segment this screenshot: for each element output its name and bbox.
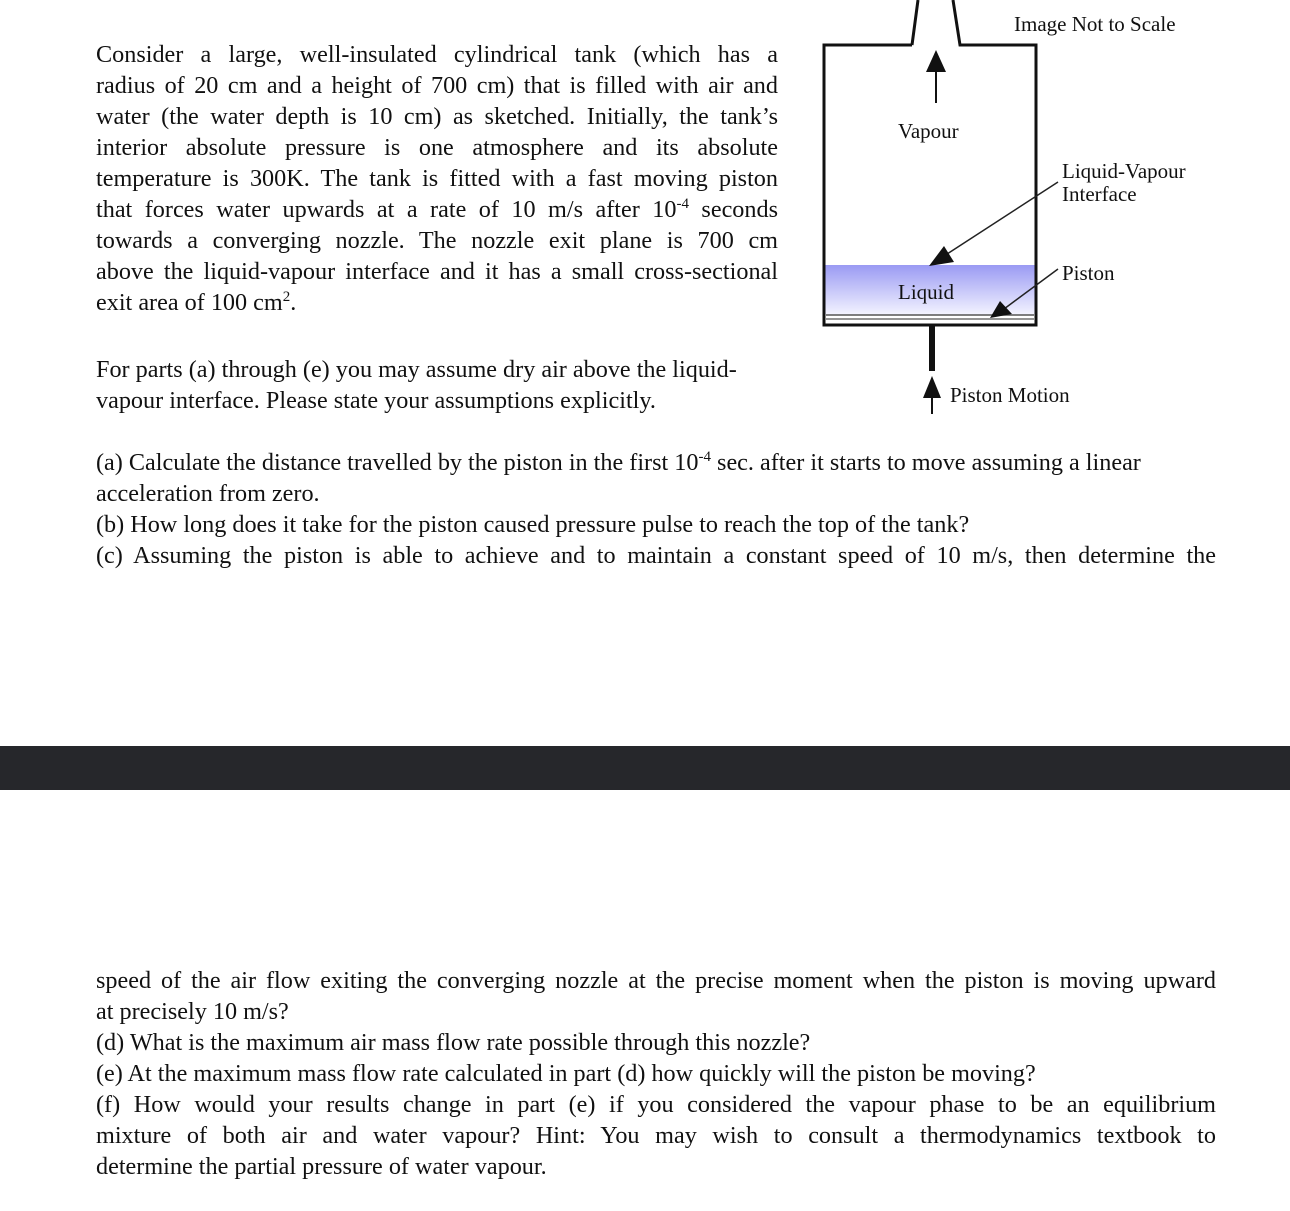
interface-label: Liquid-Vapour xyxy=(1062,159,1186,183)
questions-part-2 xyxy=(96,965,1216,1182)
question-c-line: at precisely 10 m/s? xyxy=(96,998,289,1025)
liquid-label: Liquid xyxy=(898,280,954,304)
intro-line: interior absolute pressure is one atmosphere and its absolute xyxy=(96,134,778,161)
intro-text: exit area of 100 cm xyxy=(96,289,283,316)
piston-motion-arrowhead xyxy=(923,376,941,398)
intro-line xyxy=(96,194,778,225)
assumption-line: For parts (a) through (e) you may assume dry air above the liquid- xyxy=(96,356,737,383)
intro-text: that forces water upwards at a rate of 10 m/s after 10 xyxy=(96,196,677,223)
page-divider-bar xyxy=(0,746,1290,790)
question-a-line xyxy=(96,447,1216,478)
problem-intro xyxy=(96,39,778,318)
intro-line xyxy=(96,287,778,318)
question-d: (d) What is the maximum air mass flow rate possible through this nozzle? xyxy=(96,1029,811,1056)
exponent: -4 xyxy=(676,196,689,212)
intro-line: Consider a large, well-insulated cylindrical tank (which has a xyxy=(96,41,778,68)
interface-arrowhead xyxy=(929,246,954,266)
question-text: (a) Calculate the distance travelled by the piston in the first 10 xyxy=(96,449,699,476)
vapour-label: Vapour xyxy=(898,119,959,143)
question-a-line: acceleration from zero. xyxy=(96,480,320,507)
intro-line: radius of 20 cm and a height of 700 cm) that is filled with air and xyxy=(96,72,778,99)
intro-line: temperature is 300K. The tank is fitted with a fast moving piston xyxy=(96,165,778,192)
piston-label: Piston xyxy=(1062,261,1115,285)
exponent: 2 xyxy=(282,289,291,305)
intro-text: . xyxy=(290,289,297,316)
piston-rod xyxy=(929,325,935,371)
intro-line: above the liquid-vapour interface and it has a small cross-sectional xyxy=(96,258,778,285)
intro-line: water (the water depth is 10 cm) as sketched. Initially, the tank’s xyxy=(96,103,778,130)
interface-leader-line xyxy=(944,182,1058,256)
question-b: (b) How long does it take for the piston caused pressure pulse to reach the top of the tank? xyxy=(96,511,970,538)
question-f-line: mixture of both air and water vapour? Hint: You may wish to consult a thermodynamics textbook to xyxy=(96,1122,1216,1149)
questions-part-1 xyxy=(96,447,1216,571)
question-c-line: speed of the air flow exiting the converging nozzle at the precise moment when the piston is moving upward xyxy=(96,967,1216,994)
question-e: (e) At the maximum mass flow rate calculated in part (d) how quickly will the piston be moving? xyxy=(96,1060,1036,1087)
tank-diagram xyxy=(800,0,1280,420)
vapour-flow-arrowhead xyxy=(926,50,946,72)
assumption-line: vapour interface. Please state your assumptions explicitly. xyxy=(96,387,656,414)
question-f-line: (f) How would your results change in part (e) if you considered the vapour phase to be an equilibrium xyxy=(96,1091,1216,1118)
question-c-line: (c) Assuming the piston is able to achieve and to maintain a constant speed of 10 m/s, then determine the xyxy=(96,542,1216,569)
exponent: -4 xyxy=(698,449,711,465)
question-text: sec. after it starts to move assuming a linear xyxy=(710,449,1141,476)
assumption-note xyxy=(96,354,778,416)
piston-motion-label: Piston Motion xyxy=(950,383,1070,407)
scale-note: Image Not to Scale xyxy=(1014,12,1176,36)
question-f-line: determine the partial pressure of water vapour. xyxy=(96,1153,547,1180)
interface-label: Interface xyxy=(1062,182,1137,206)
intro-text: seconds xyxy=(688,196,779,223)
intro-line: towards a converging nozzle. The nozzle exit plane is 700 cm xyxy=(96,227,778,254)
